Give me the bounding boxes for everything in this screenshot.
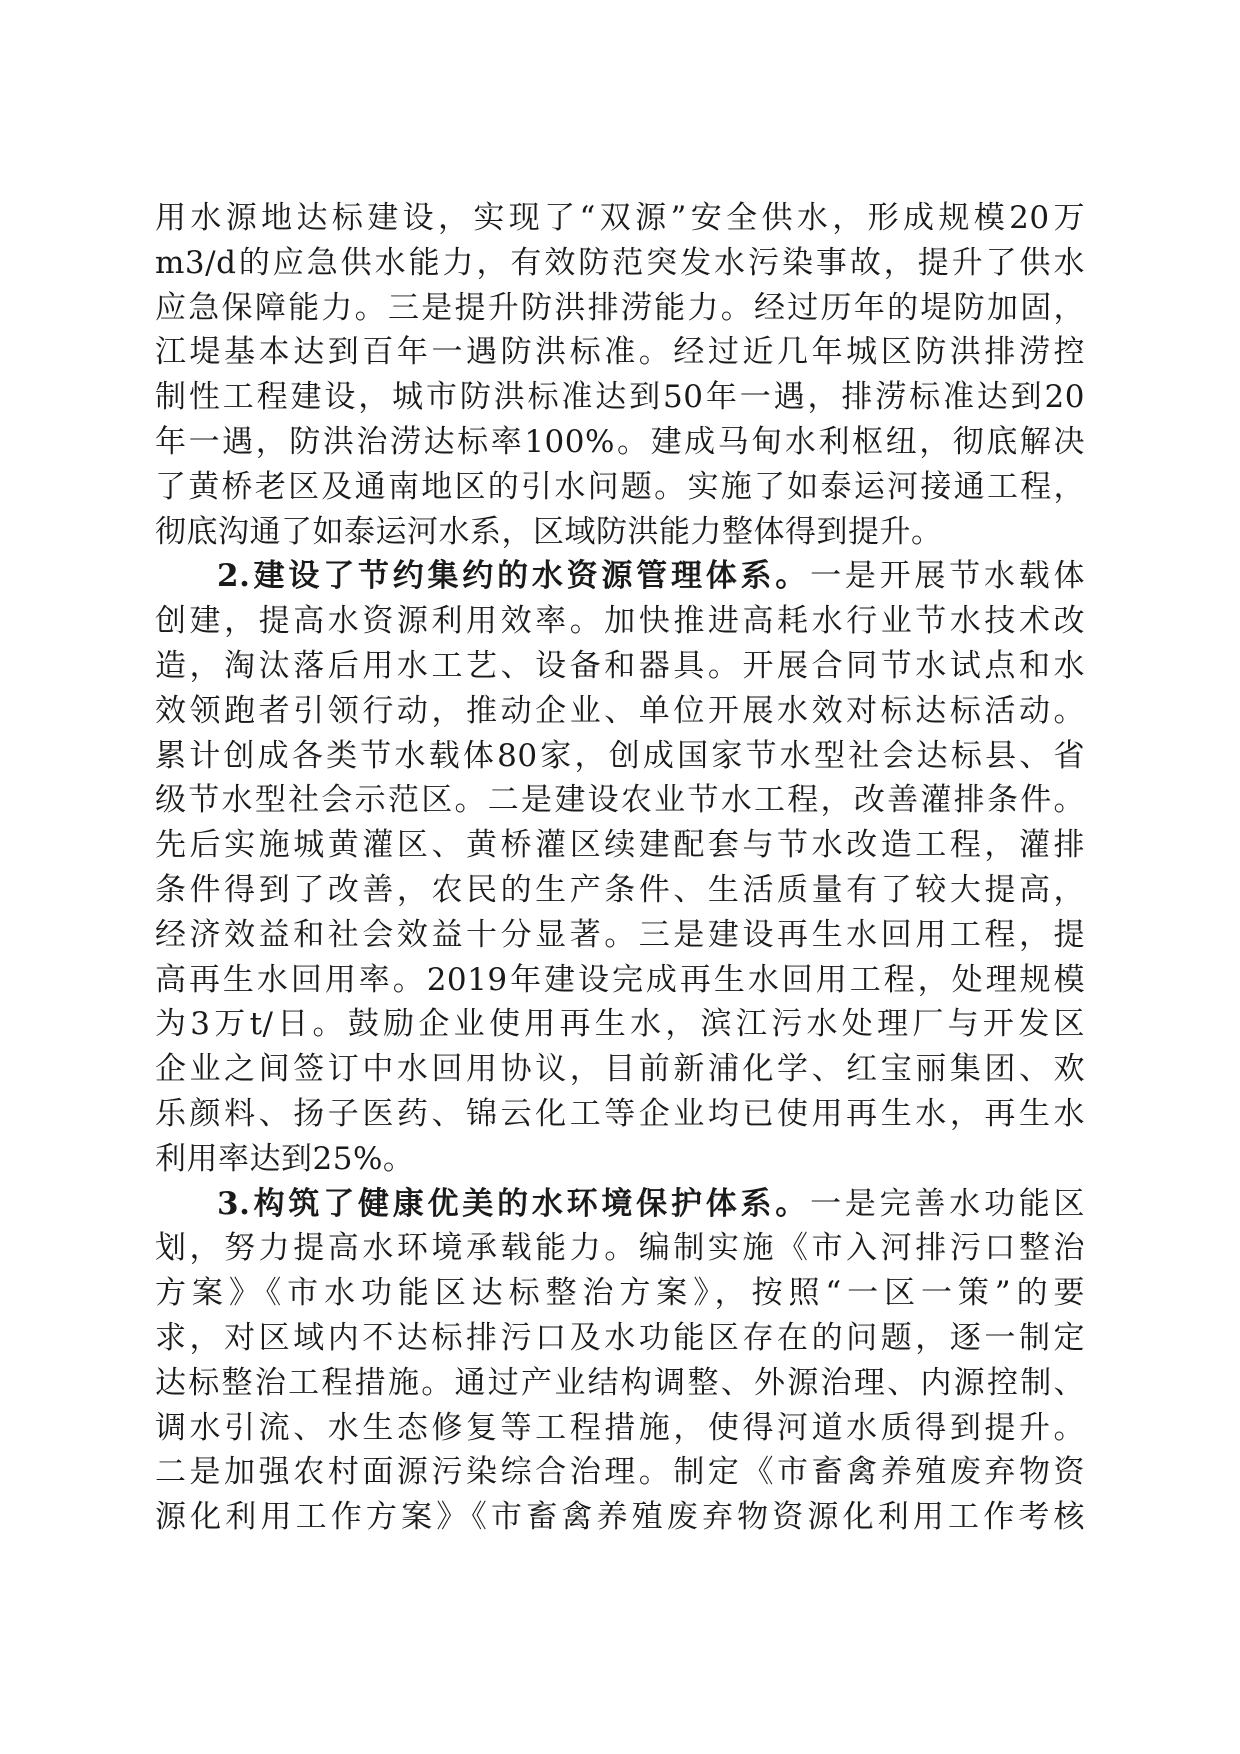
section-heading-2: 2.建设了节约集约的水资源管理体系。: [217, 558, 811, 595]
text-line: 用水源地达标建设，实现了“双源”安全供水，形成规模20万: [155, 200, 1085, 236]
text-line: 了黄桥老区及通南地区的引水问题。实施了如泰运河接通工程，: [155, 468, 1085, 505]
text-line: 江堤基本达到百年一遇防洪标准。经过近几年城区防洪排涝控: [155, 334, 1085, 371]
text-line: 彻底沟通了如泰运河水系，区域防洪能力整体得到提升。: [155, 513, 943, 550]
text-line: 经济效益和社会效益十分显著。三是建设再生水回用工程，提: [155, 916, 1085, 953]
text-line: 累计创成各类节水载体80家，创成国家节水型社会达标县、省: [155, 737, 1085, 774]
text-line: 创建，提高水资源利用效率。加快推进高耗水行业节水技术改: [155, 603, 1085, 640]
text-line: 达标整治工程措施。通过产业结构调整、外源治理、内源控制、: [155, 1364, 1085, 1401]
text-line: 乐颜料、扬子医药、锦云化工等企业均已使用再生水，再生水: [155, 1095, 1085, 1132]
text-line: 效领跑者引领行动，推动企业、单位开展水效对标达标活动。: [155, 692, 1085, 729]
text-line: 利用率达到25%。: [155, 1140, 415, 1177]
body-text: [155, 196, 1085, 1540]
text-line: 为3万t/日。鼓励企业使用再生水，滨江污水处理厂与开发区: [155, 1006, 1085, 1043]
text-line: 高再生水回用率。2019年建设完成再生水回用工程，处理规模: [155, 961, 1085, 998]
text-line: 划，努力提高水环境承载能力。编制实施《市入河排污口整治: [155, 1230, 1085, 1267]
text-line: 制性工程建设，城市防洪标准达到50年一遇，排涝标准达到20: [155, 379, 1085, 416]
section-3-first-line: [155, 1182, 1085, 1227]
text-line: 应急保障能力。三是提升防洪排涝能力。经过历年的堤防加固，: [155, 289, 1085, 326]
text-line: 年一遇，防洪治涝达标率100%。建成马甸水利枢纽，彻底解决: [155, 423, 1085, 460]
text-line: 一是完善水功能区: [810, 1185, 1085, 1222]
text-line: 造，淘汰落后用水工艺、设备和器具。开展合同节水试点和水: [155, 647, 1085, 684]
text-line: 先后实施城黄灌区、黄桥灌区续建配套与节水改造工程，灌排: [155, 827, 1085, 864]
text-line: 调水引流、水生态修复等工程措施，使得河道水质得到提升。: [155, 1409, 1085, 1446]
text-line: 企业之间签订中水回用协议，目前新浦化学、红宝丽集团、欢: [155, 1051, 1085, 1088]
section-2-first-line: [155, 554, 1085, 599]
text-line: 级节水型社会示范区。二是建设农业节水工程，改善灌排条件。: [155, 782, 1085, 819]
text-line: 条件得到了改善，农民的生产条件、生活质量有了较大提高，: [155, 871, 1085, 908]
text-line: 二是加强农村面源污染综合治理。制定《市畜禽养殖废弃物资: [155, 1454, 1085, 1491]
text-line: 一是开展节水载体: [810, 558, 1085, 595]
text-line: 求，对区域内不达标排污口及水功能区存在的问题，逐一制定: [155, 1319, 1085, 1356]
text-line: m3/d的应急供水能力，有效防范突发水污染事故，提升了供水: [155, 244, 1085, 281]
text-line: 方案》《市水功能区达标整治方案》，按照“一区一策”的要: [155, 1275, 1085, 1312]
text-line: 源化利用工作方案》《市畜禽养殖废弃物资源化利用工作考核: [155, 1499, 1085, 1536]
section-heading-3: 3.构筑了健康优美的水环境保护体系。: [217, 1185, 811, 1222]
